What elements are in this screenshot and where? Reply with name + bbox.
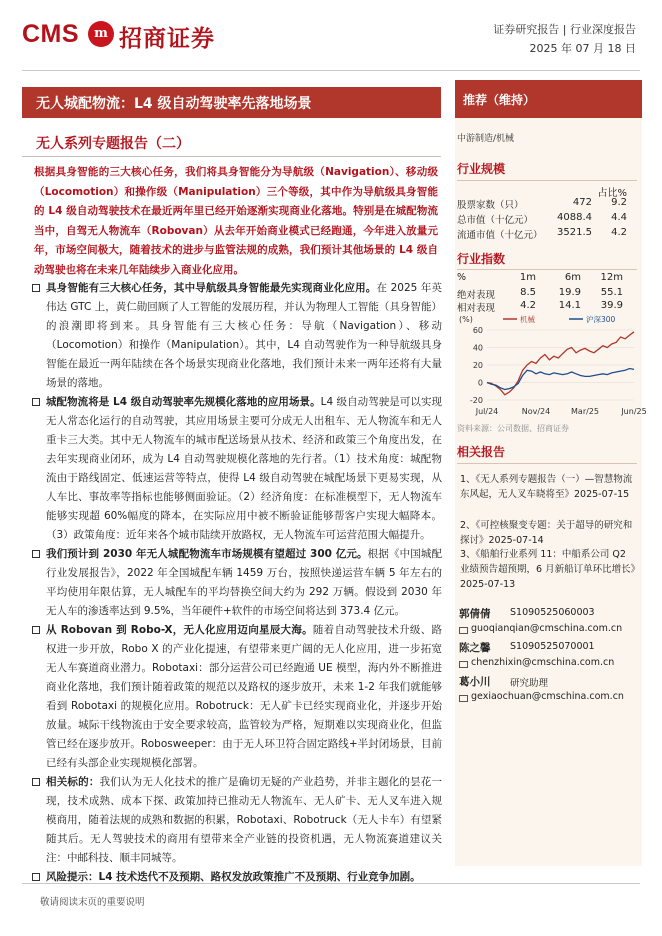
key-point-lead: 相关标的： <box>46 776 100 788</box>
scale-row-pct: 4.4 <box>611 212 627 223</box>
email-icon <box>459 627 468 634</box>
x-tick-label: Mar/25 <box>571 407 599 416</box>
report-title: 无人城配物流：L4 级自动驾驶率先落地场景 <box>36 96 312 112</box>
subtitle-divider <box>22 156 441 157</box>
logo-cms-text: CMS <box>22 20 80 48</box>
x-tick-label: Jun/25 <box>621 407 647 416</box>
scale-row-pct: 9.2 <box>611 197 627 208</box>
legend-label: 机械 <box>520 315 535 324</box>
industry-label: 中游制造/机械 <box>457 134 515 144</box>
legend-label: 沪深300 <box>586 315 616 324</box>
abstract-paragraph: 根据具身智能的三大核心任务，我们将具身智能分为导航级（Navigation）、移动级（Locomotion）和操作级（Manipulation）三个等级，其中作为导航级具身智能的 L4 级自动驾驶技术在最近两年里已经开始逐渐实现商业化落地。特别是在城配物流当中，自驾无人物流车（Robovan）从去年开始商业模式已经跑通，今年进入放量元年，市场空间极大，随着技术的进步与监管法规的成熟，我们预计其他场景的 L4 级自动驾驶也将在未来几年陆续步入商业化应用。 <box>34 166 438 276</box>
index-row-label: 绝对表现 <box>457 290 496 301</box>
index-row-value: 4.2 <box>520 300 536 311</box>
related-divider <box>457 463 637 464</box>
series-line <box>487 369 634 390</box>
key-points-list <box>30 279 442 887</box>
analyst-id: S1090525070001 <box>510 641 595 652</box>
scale-divider <box>457 180 637 181</box>
index-row-label: 相对表现 <box>457 303 496 314</box>
industry-index-title: 行业指数 <box>457 252 506 266</box>
report-subtitle: 无人系列专题报告（二） <box>36 136 190 152</box>
analyst-name: 郭倩倩 <box>459 608 491 620</box>
index-divider <box>457 269 637 270</box>
analyst-name: 陈之馨 <box>459 642 491 654</box>
scale-row-pct: 4.2 <box>611 227 627 238</box>
checkbox-bullet-icon <box>32 873 40 881</box>
analyst-email[interactable]: guoqianqian@cmschina.com.cn <box>471 623 623 634</box>
scale-pct-header: 占比% <box>597 188 627 199</box>
related-reports-title: 相关报告 <box>457 445 506 459</box>
footer-note: 敬请阅读末页的重要说明 <box>40 897 145 908</box>
index-row-value: 19.9 <box>558 287 581 298</box>
related-report-link[interactable]: 1、《无人系列专题报告（一）—智慧物流东风起，无人叉车晓将至》2025-07-15 <box>460 474 633 500</box>
email-icon <box>459 695 468 702</box>
analyst-name: 葛小川 <box>459 676 491 688</box>
header-divider <box>22 70 640 71</box>
report-date: 2025 年 07 月 18 日 <box>529 42 636 55</box>
series-line <box>487 332 634 395</box>
scale-row-value: 3521.5 <box>557 227 592 238</box>
checkbox-bullet-icon <box>32 550 40 558</box>
key-point-lead: 城配物流将是 L4 级自动驾驶率先规模化落地的应用场景。 <box>46 396 321 408</box>
analyst-role: 研究助理 <box>510 678 549 689</box>
key-point-text: 随着自动驾驶技术升级、路权进一步开放，Robo X 的产业化提速，有望带来更广阔的无人化应用，进一步拓宽无人车赛道商业潜力。Robotaxi：部分运营公司已经跑通 UE 模型，海内外不断推进商业化落地，我们预计随着政策的规范以及路权的逐步放开，未来 1-2 年我们就能够看到 Robotaxi 的规模化应用。Robotruck：无人矿卡已经实现商业化，并逐步开始放量。城际干线物流由于安全要求较高，监管较为严格，短期难以实现商业化，但监管已经在逐步放开。Robosweeper：由于无人环卫符合固定路线+半封闭场景，目前已经有头部企业实现规模化部署。 <box>46 624 442 769</box>
related-report-link[interactable]: 3、《船舶行业系列 11：中船系公司 Q2 业绩预告超预期，6 月新船订单环比增长》2025-07-13 <box>460 549 636 590</box>
key-point-6 <box>30 868 442 887</box>
scale-row-value: 472 <box>572 197 592 208</box>
key-point-4 <box>30 621 442 773</box>
key-point-text: 我们认为无人化技术的推广是确切无疑的产业趋势，并非主题化的昙花一现，技术成熟、成本下探、政策加持已推动无人物流车、无人矿卡、无人叉车进入规模商用，随着法规的成熟和数据的积累，Robotaxi、Robotruck（无人卡车）有望紧随其后。无人驾驶技术的商用有望带来全产业链的投资机遇，无人物流赛道建议关注：中邮科技、顺丰同城等。 <box>46 776 443 864</box>
x-tick-label: Jul/24 <box>475 407 499 416</box>
scale-row-label: 流通市值（十亿元） <box>457 230 543 241</box>
key-point-text: L4 级自动驾驶是可以实现无人常态化运行的自动驾驶，其应用场景主要可分成无人出租车、无人物流车和无人重卡三大类。其中无人物流车的城市配送场景从技术、经济和政策三个角度出发，在去年实现商业闭环，成为 L4 自动驾驶规模化落地的先行者。（1）技术角度：城配物流由于路线固定、低速运营等特点，使得 L4 级自动驾驶在城配场景下更易实现，从人车比、事故率等指标也能够侧面验证。（2）经济角度：在标准模型下，无人物流车能够实现超 60%幅度的降本，在实际应用中被不断验证能够帮客户实现大幅降本。（3）政策角度：近年来各个城市陆续开放路权，无人物流车可运营范围大幅提升。 <box>46 396 442 541</box>
key-point-text: 在 2025 年英伟达 GTC 上，黄仁勋回顾了人工智能的发展历程，并认为物理人工智能（具身智能）的浪潮即将到来。具身智能有三大核心任务：导航（Navigation）、移动（Locomotion）和操作（Manipulation）。其中，L4 自动驾驶作为一种导航级具身智能在最近一两年陆续在各个场景实现商业化落地，我们预计未来一两年还将有大量场景的落地。 <box>46 282 442 389</box>
analyst-id: S1090525060003 <box>510 607 595 618</box>
chart-source: 资料来源：公司数据、招商证券 <box>457 424 569 433</box>
key-point-lead: 从 Robovan 到 Robo-X，无人化应用迈向星辰大海。 <box>46 624 313 636</box>
checkbox-bullet-icon <box>32 626 40 634</box>
rating-label: 推荐（维持） <box>463 93 536 107</box>
scale-row-label: 总市值（十亿元） <box>457 215 534 226</box>
key-point-lead: 风险提示：L4 技术迭代不及预期、路权发放政策推广不及预期、行业竞争加剧。 <box>46 871 421 883</box>
y-tick-label: -20 <box>469 396 483 405</box>
y-axis-unit: (%) <box>459 315 473 324</box>
key-point-lead: 我们预计到 2030 年无人城配物流车市场规模有望超过 300 亿元。 <box>46 548 368 560</box>
y-tick-label: 60 <box>472 326 483 335</box>
scale-row-label: 股票家数（只） <box>457 200 524 211</box>
analyst-email[interactable]: gexiaochuan@cmschina.com.cn <box>471 691 624 702</box>
key-point-1 <box>30 279 442 393</box>
related-report-link[interactable]: 2、《可控核聚变专题：关于超导的研究和探讨》2025-07-14 <box>460 520 633 546</box>
y-tick-label: 40 <box>472 343 483 353</box>
key-point-lead: 具身智能有三大核心任务，其中导航级具身智能最先实现商业化应用。 <box>46 282 377 294</box>
logo-chinese-text: 招商证券 <box>119 26 215 52</box>
index-header-1m: 1m <box>519 272 536 283</box>
index-header-12m: 12m <box>600 272 623 283</box>
index-header-6m: 6m <box>564 272 581 283</box>
key-point-text: 根据《中国城配行业发展报告》，2022 年全国城配车辆 1459 万台，按照快递运营车辆 5 年左右的平均使用年限估算，无人城配车的平均替换空间大约为 292 万辆。假设到 2030 年无人车的渗透率达到 9.5%，当年硬件+软件的市场空间将达到 373.4 亿元。 <box>46 548 443 617</box>
index-row-value: 55.1 <box>600 287 623 298</box>
checkbox-bullet-icon <box>32 778 40 786</box>
key-point-5 <box>30 773 442 868</box>
scale-row-value: 4088.4 <box>557 212 592 223</box>
logo-emblem-icon: m <box>88 21 114 47</box>
key-point-3 <box>30 545 442 621</box>
footer-divider <box>22 883 640 884</box>
y-tick-label: 0 <box>477 378 483 388</box>
key-point-2 <box>30 393 442 545</box>
analyst-email[interactable]: chenzhixin@cmschina.com.cn <box>471 657 615 668</box>
y-tick-label: 20 <box>472 361 483 370</box>
x-tick-label: Nov/24 <box>521 407 551 416</box>
index-row-value: 39.9 <box>600 300 623 311</box>
email-icon <box>459 661 468 668</box>
report-type: 证券研究报告 | 行业深度报告 <box>493 23 636 36</box>
index-row-value: 14.1 <box>558 300 581 311</box>
checkbox-bullet-icon <box>32 284 40 292</box>
index-row-value: 8.5 <box>520 287 536 298</box>
industry-scale-title: 行业规模 <box>457 162 506 176</box>
industry-index-chart <box>455 312 647 422</box>
index-header-pct: % <box>457 272 467 283</box>
checkbox-bullet-icon <box>32 398 40 406</box>
